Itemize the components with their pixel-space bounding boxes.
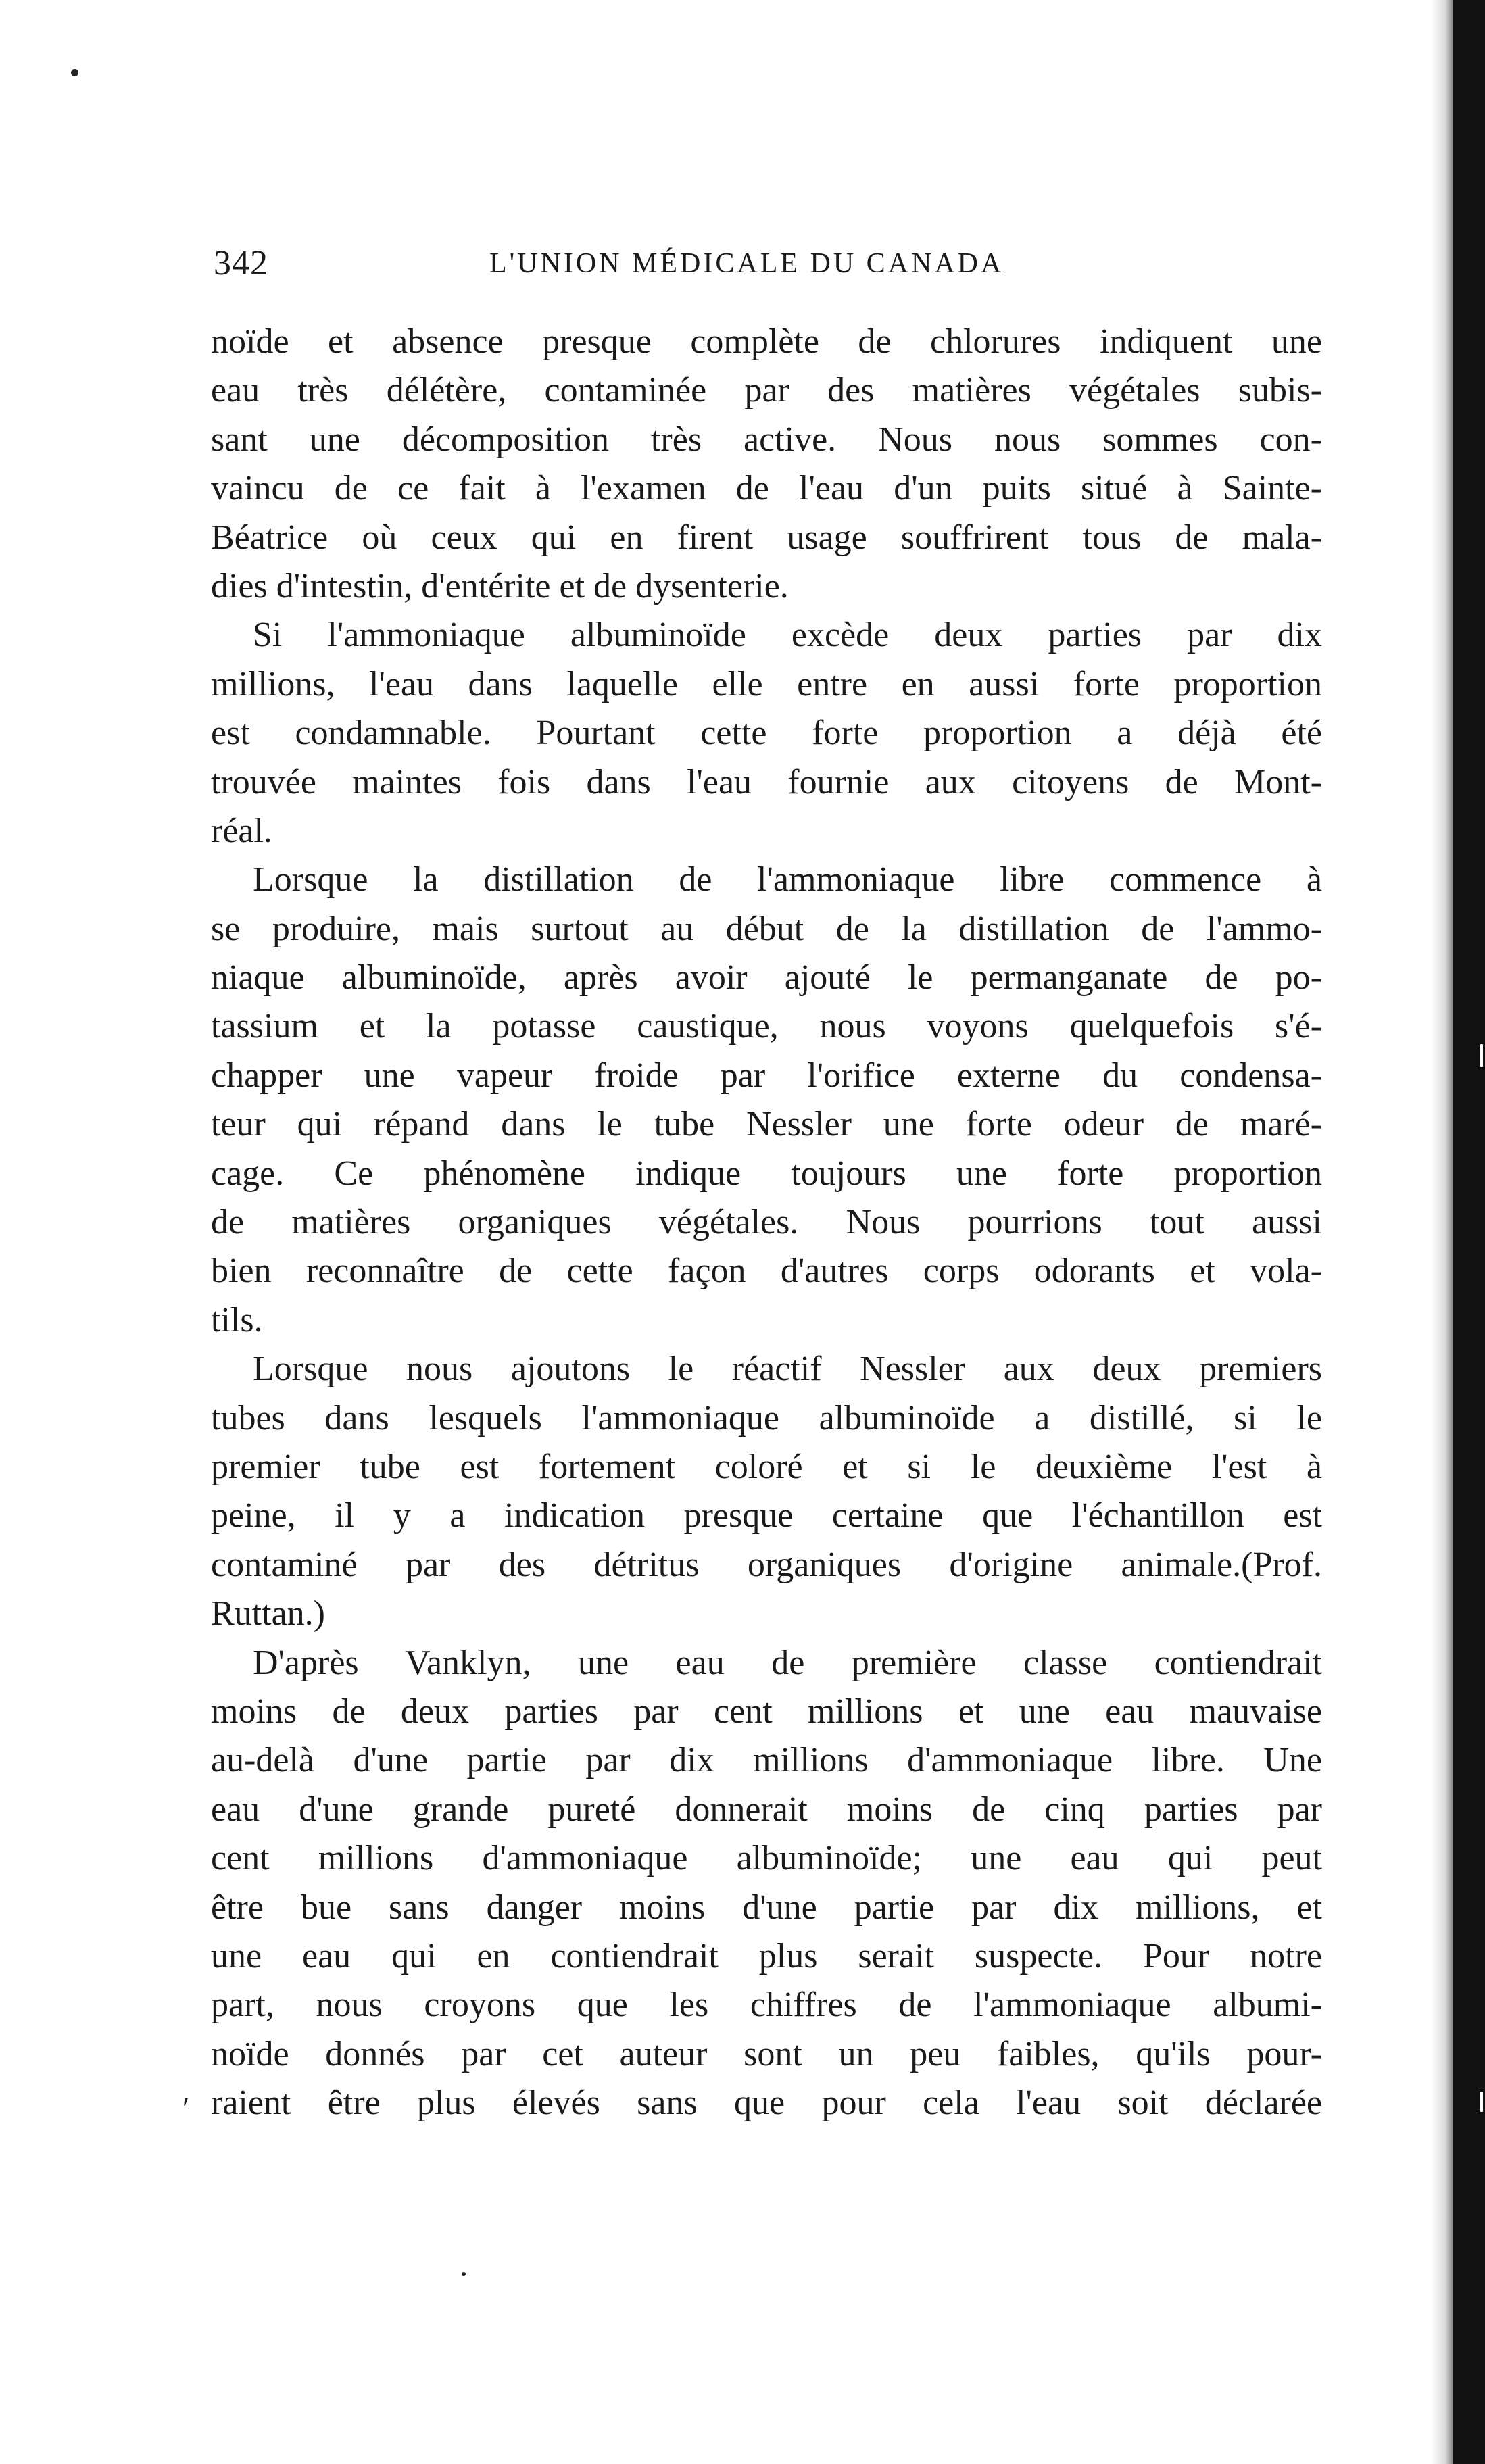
margin-mark: ′ (182, 2091, 190, 2125)
text-line: niaque albuminoïde, après avoir ajouté le permanganate de po- (211, 958, 1322, 997)
text-line: tubes dans lesquels l'ammoniaque albuminoïde a distillé, si le (211, 1398, 1322, 1437)
page-number: 342 (214, 244, 268, 282)
text-line: Béatrice où ceux qui en firent usage souffrirent tous de mala- (211, 518, 1322, 557)
text-line: raient être plus élevés sans que pour cela l'eau soit déclarée (211, 2084, 1322, 2123)
scan-speck (71, 69, 78, 76)
text-line: millions, l'eau dans laquelle elle entre en aussi forte proportion (211, 664, 1322, 704)
text-line: part, nous croyons que les chiffres de l'ammoniaque albumi- (211, 1986, 1322, 2025)
text-line: est condamnable. Pourtant cette forte proportion a déjà été (211, 714, 1322, 753)
paragraph-start-line: Lorsque nous ajoutons le réactif Nessler aux deux premiers (253, 1350, 1322, 1389)
text-line: eau très délétère, contaminée par des matières végétales subis- (211, 371, 1322, 410)
text-line: noïde donnés par cet auteur sont un peu faibles, qu'ils pour- (211, 2034, 1322, 2073)
paragraph-start-line: Lorsque la distillation de l'ammoniaque libre commence à (253, 860, 1322, 900)
text-line: cage. Ce phénomène indique toujours une forte proportion (211, 1154, 1322, 1193)
text-line: peine, il y a indication presque certaine que l'échantillon est (211, 1496, 1322, 1535)
text-line: moins de deux parties par cent millions et une eau mauvaise (211, 1692, 1322, 1731)
text-line: tils. (211, 1300, 263, 1339)
page-header (214, 237, 1322, 291)
text-line: noïde et absence presque complète de chlorures indiquent une (211, 322, 1322, 361)
text-line: bien reconnaître de cette façon d'autres corps odorants et vola- (211, 1252, 1322, 1291)
scan-speck (1480, 2092, 1483, 2112)
body-text (211, 318, 1322, 2127)
text-line: cent millions d'ammoniaque albuminoïde; une eau qui peut (211, 1839, 1322, 1878)
paragraph-start-line: D'après Vanklyn, une eau de première classe contiendrait (253, 1643, 1322, 1682)
text-line: de matières organiques végétales. Nous pourrions tout aussi (211, 1203, 1322, 1242)
text-line: être bue sans danger moins d'une partie par dix millions, et (211, 1888, 1322, 1927)
scan-speck (462, 2272, 466, 2276)
text-line: sant une décomposition très active. Nous nous sommes con- (211, 420, 1322, 459)
text-line: vaincu de ce fait à l'examen de l'eau d'un puits situé à Sainte- (211, 469, 1322, 508)
text-line: contaminé par des détritus organiques d'origine animale.(Prof. (211, 1545, 1322, 1584)
text-line: Ruttan.) (211, 1594, 325, 1633)
text-line: au-delà d'une partie par dix millions d'ammoniaque libre. Une (211, 1741, 1322, 1780)
text-line: teur qui répand dans le tube Nessler une forte odeur de maré- (211, 1105, 1322, 1144)
text-line: tassium et la potasse caustique, nous voyons quelquefois s'é- (211, 1007, 1322, 1046)
running-head: L'UNION MÉDICALE DU CANADA (489, 248, 1004, 279)
scan-speck (1480, 1044, 1483, 1067)
text-line: premier tube est fortement coloré et si le deuxième l'est à (211, 1447, 1322, 1486)
text-line: se produire, mais surtout au début de la distillation de l'ammo- (211, 909, 1322, 948)
text-line: réal. (211, 811, 272, 850)
text-line: chapper une vapeur froide par l'orifice externe du condensa- (211, 1056, 1322, 1095)
paragraph-start-line: Si l'ammoniaque albuminoïde excède deux parties par dix (253, 616, 1322, 655)
text-line: trouvée maintes fois dans l'eau fournie aux citoyens de Mont- (211, 762, 1322, 802)
text-line: une eau qui en contiendrait plus serait suspecte. Pour notre (211, 1936, 1322, 1975)
text-line: eau d'une grande pureté donnerait moins de cinq parties par (211, 1790, 1322, 1829)
text-line: dies d'intestin, d'entérite et de dysenterie. (211, 566, 789, 606)
page-edge-shadow (1432, 0, 1455, 2464)
